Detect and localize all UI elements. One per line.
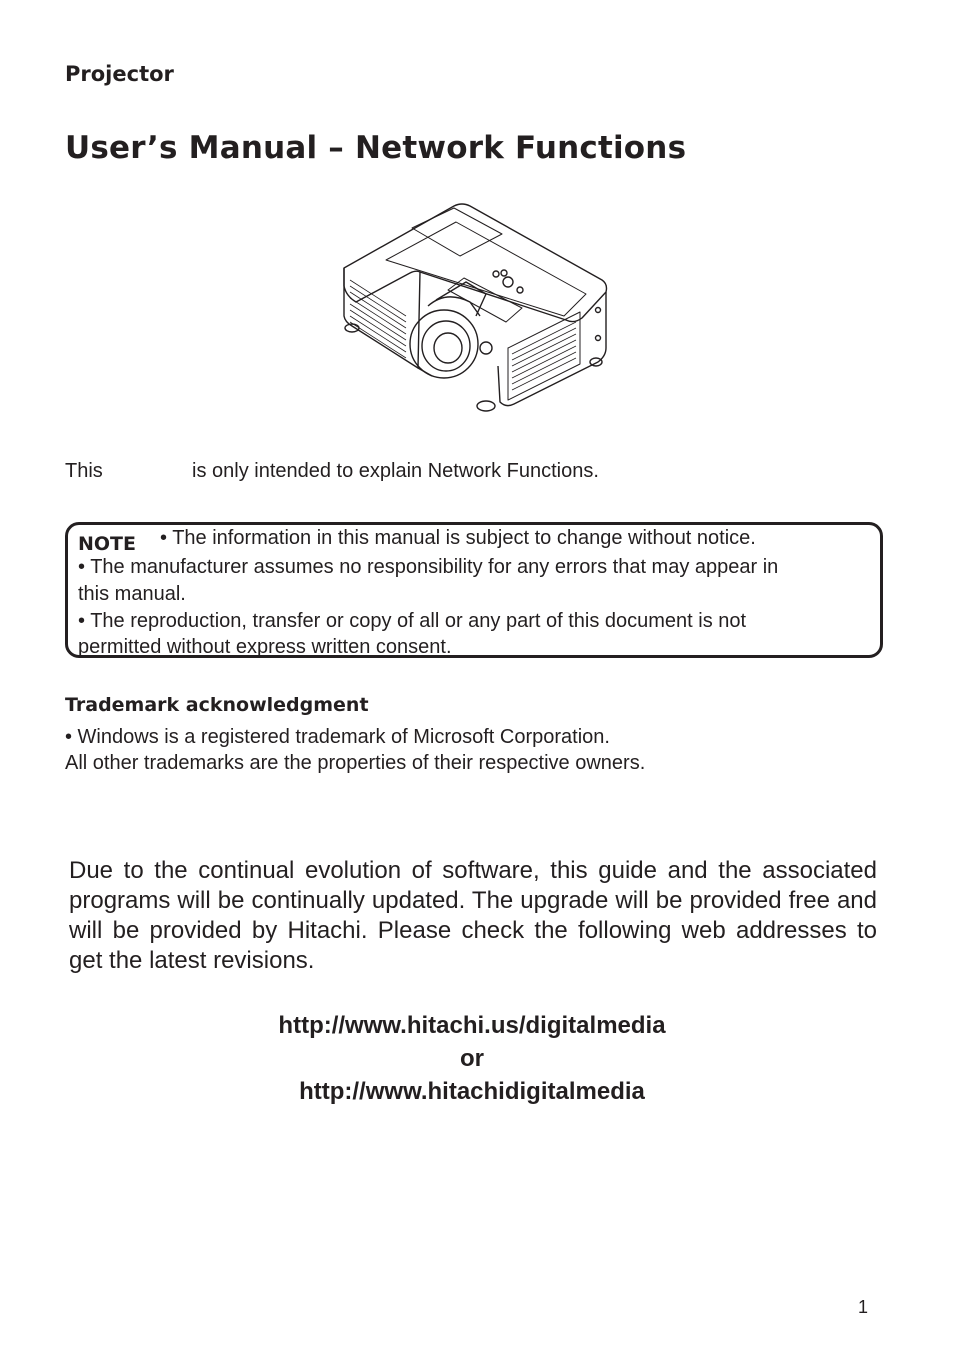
projector-illustration bbox=[336, 198, 616, 420]
note-line: permitted without express written consent. bbox=[78, 636, 452, 658]
update-notice: Due to the continual evolution of software, this guide and the associated programs will be continually updated. The upgrade will be provided free and will be provided by Hitachi. Please check the following web addresses to get the latest revisions. bbox=[69, 857, 877, 974]
product-label: Projector bbox=[65, 62, 174, 86]
trademark-line: • Windows is a registered trademark of Microsoft Corporation. bbox=[65, 726, 610, 748]
note-line: • The information in this manual is subject to change without notice. bbox=[160, 527, 756, 549]
trademark-heading: Trademark acknowledgment bbox=[65, 694, 369, 716]
note-label: NOTE bbox=[78, 533, 136, 555]
note-line: this manual. bbox=[78, 583, 186, 605]
intro-text-start: This bbox=[65, 460, 103, 482]
intro-text-end: is only intended to explain Network Functions. bbox=[192, 460, 599, 482]
note-line: • The manufacturer assumes no responsibility for any errors that may appear in bbox=[78, 556, 779, 578]
url-link[interactable]: http://www.hitachi.us/digitalmedia bbox=[278, 1012, 666, 1039]
link-separator: or bbox=[460, 1045, 484, 1072]
note-line: • The reproduction, transfer or copy of all or any part of this document is not bbox=[78, 610, 747, 632]
page-number: 1 bbox=[858, 1297, 869, 1317]
url-link[interactable]: http://www.hitachidigitalmedia bbox=[299, 1078, 645, 1105]
page-title: User’s Manual – Network Functions bbox=[65, 130, 687, 166]
trademark-line: All other trademarks are the properties of their respective owners. bbox=[65, 752, 646, 774]
